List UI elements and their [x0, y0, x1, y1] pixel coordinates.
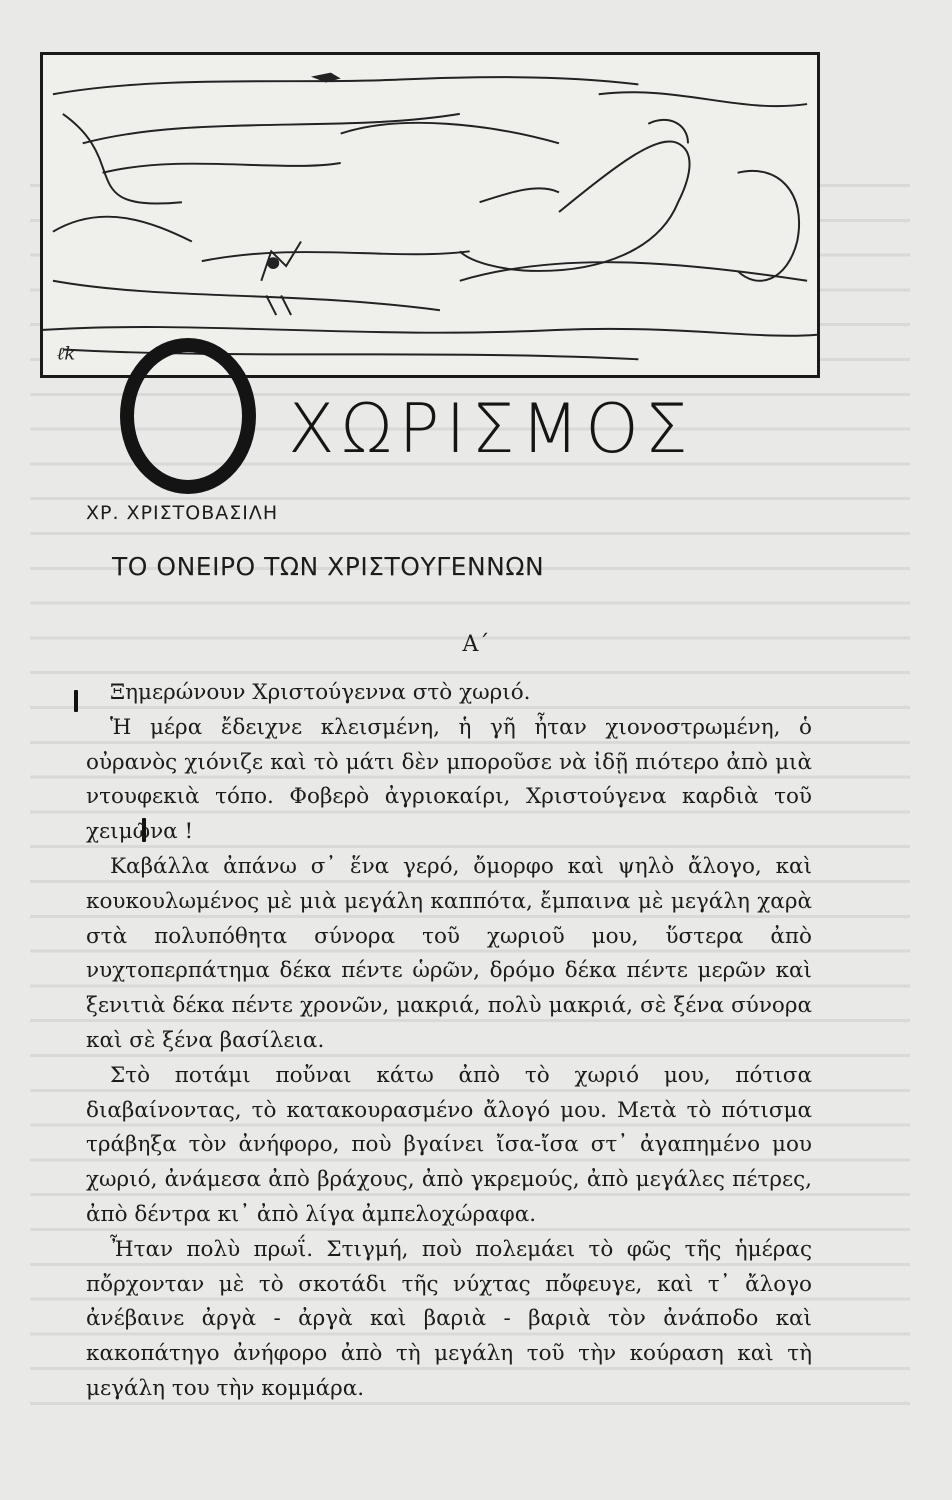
paragraph: Ξημερώνουν Χριστούγεννα στὸ χωριό. — [110, 680, 531, 705]
article-title — [110, 338, 830, 488]
paragraph: Ἦταν πολὺ πρωΐ. Στιγμή, ποὺ πολεμάει τὸ φῶς τῆς ἡμέρας πὄρχονταν μὲ τὸ σκοτάδι τῆς νύχτας πὄφευγε, καὶ τ᾿ ἄλογο ἀνέβαινε ἀργὰ - ἀργὰ καὶ βαριὰ - βαριὰ τὸν ἀνάποδο καὶ κακοπάτηγο ἀνήφορο ἀπὸ τὴ μεγάλη τοῦ τὴν κούραση καὶ τὴ μεγάλη του τὴν κομμάρα. — [86, 1236, 812, 1401]
title-initial-letter — [120, 338, 256, 494]
paragraph: Στὸ ποτάμι ποὔναι κάτω ἀπὸ τὸ χωριό μου, πότισα διαβαίνοντας, τὸ κατακουρασμένο ἄλογό μου. Μετὰ τὸ πότισμα τράβηξα τὸν ἀνήφορο, ποὺ βγαίνει ἴσα-ἴσα στ᾿ ἀγαπημένο μου χωριό, ἀνάμεσα ἀπὸ βράχους, ἀπὸ γκρεμούς, ἀπὸ μεγάλες πέτρες, ἀπὸ δέντρα κι᾿ ἀπὸ λίγα ἀμπελοχώραφα. — [86, 1062, 812, 1227]
author-name: ΧΡ. ΧΡΙΣΤΟΒΑΣΙΛΗ — [86, 502, 279, 524]
margin-mark — [74, 690, 78, 712]
header-illustration — [40, 52, 820, 378]
article-body — [86, 676, 812, 1407]
subtitle: ΤΟ ΟΝΕΙΡΟ ΤΩΝ ΧΡΙΣΤΟΥΓΕΝΝΩΝ — [112, 552, 545, 581]
paragraph: Ἡ μέρα ἔδειχνε κλεισμένη, ἡ γῆ ἦταν χιονοστρωμένη, ὁ οὐρανὸς χιόνιζε καὶ τὸ μάτι δὲν μποροῦσε νὰ ἰδῇ πιότερο ἀπὸ μιὰ ντουφεκιὰ τόπο. Φοβερὸ ἀγριοκαίρι, Χριστούγενα καρδιὰ τοῦ χειμῶνα ! — [86, 714, 812, 845]
paragraph: Καβάλλα ἀπάνω σ᾿ ἕνα γερό, ὄμορφο καὶ ψηλὸ ἄλογο, καὶ κουκουλωμένος μὲ μιὰ μεγάλη καππότα, ἔμπαινα μὲ μεγάλη χαρὰ στὰ πολυπόθητα σύνορα τοῦ χωριοῦ μου, ὕστερα ἀπὸ νυχτοπερπάτημα δέκα πέντε ὡρῶν, δρόμο δέκα πέντε μερῶν καὶ ξενιτιὰ δέκα πέντε χρονῶν, μακριά, πολὺ μακριά, σὲ ξένα σύνορα καὶ σὲ ξένα βασίλεια. — [86, 853, 812, 1053]
svg-text:ℓk: ℓk — [56, 344, 76, 365]
title-text: ΧΩΡΙΣΜΟΣ — [288, 390, 694, 469]
section-number: Α΄ — [462, 632, 490, 657]
